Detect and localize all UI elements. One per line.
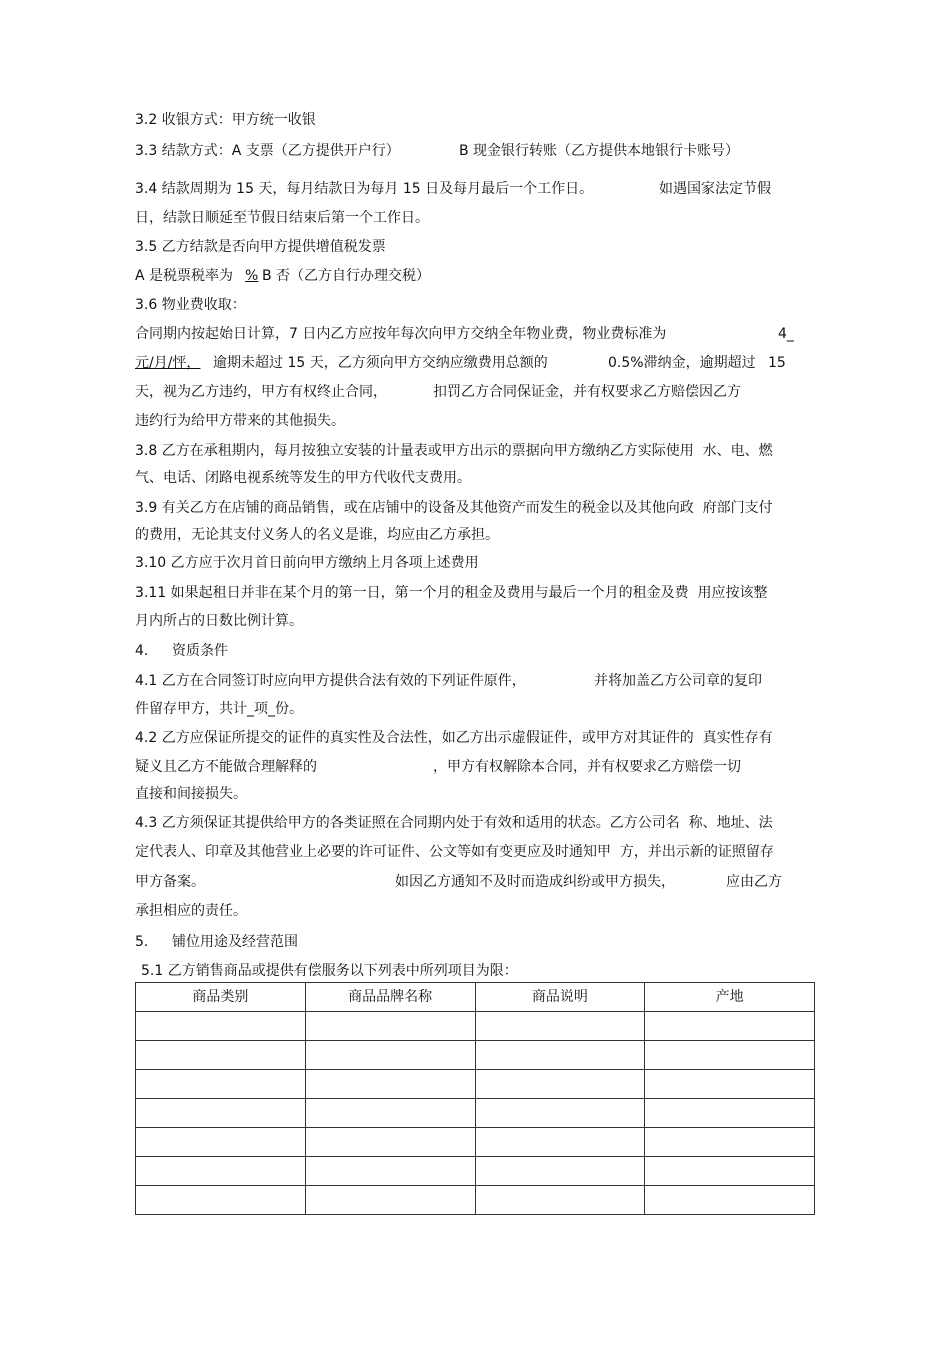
table-cell[interactable] [475,1012,645,1041]
table-cell[interactable] [475,1157,645,1186]
goods-table-body [136,1012,815,1215]
table-cell[interactable] [305,1041,475,1070]
clause-3-5-percent-blank: % [245,268,259,284]
table-header-row [136,983,815,1012]
table-cell[interactable] [305,1099,475,1128]
table-row [136,1128,815,1157]
table-cell[interactable] [645,1041,815,1070]
clause-5-1: 5.1 乙方销售商品或提供有偿服务以下列表中所列项目为限： [141,963,518,979]
clause-3-6-title: 3.6 物业费收取： [135,297,246,313]
clause-4-3-line-3: 甲方备案。 [135,874,205,890]
section-4-number: 4. [135,643,149,659]
clause-3-9-line-1: 3.9 有关乙方在店铺的商品销售，或在店铺中的设备及其他资产而发生的税金以及其他向政 府部门支付 [135,500,773,516]
clause-3-6-days: 15 [768,355,786,371]
table-cell[interactable] [475,1099,645,1128]
clause-4-1-line-2: 件留存甲方，共计_项_份。 [135,701,303,717]
clause-3-4-line-1-tail: 如遇国家法定节假 [659,181,771,197]
clause-3-6-line-3-tail: 扣罚乙方合同保证金，并有权要求乙方赔偿因乙方 [433,384,741,400]
table-cell[interactable] [475,1041,645,1070]
table-cell[interactable] [136,1186,306,1215]
section-4-title: 资质条件 [172,643,228,659]
table-cell[interactable] [136,1157,306,1186]
table-cell[interactable] [305,1157,475,1186]
table-cell[interactable] [136,1128,306,1157]
clause-3-11-line-1: 3.11 如果起租日并非在某个月的第一日，第一个月的租金及费用与最后一个月的租金及费 用应按该整 [135,585,768,601]
column-header-origin: 产地 [645,983,815,1012]
clause-4-2-line-3: 直接和间接损失。 [135,786,247,802]
clause-4-2-line-2-tail: ，甲方有权解除本合同，并有权要求乙方赔偿一切 [433,759,741,775]
table-cell[interactable] [136,1012,306,1041]
table-cell[interactable] [475,1186,645,1215]
table-cell[interactable] [136,1070,306,1099]
table-cell[interactable] [645,1070,815,1099]
table-cell[interactable] [305,1012,475,1041]
clause-3-11-line-2: 月内所占的日数比例计算。 [135,613,303,629]
table-cell[interactable] [475,1070,645,1099]
clause-3-2: 3.2 收银方式：甲方统一收银 [135,112,316,128]
table-row [136,1099,815,1128]
clause-3-6-late-fee: 0.5%滞纳金，逾期超过 [608,355,756,371]
clause-3-6-line-4: 违约行为给甲方带来的其他损失。 [135,413,345,429]
clause-4-1-line-1: 4.1 乙方在合同签订时应向甲方提供合法有效的下列证件原件， [135,673,526,689]
clause-3-6-line-2: 逾期未超过 15 天，乙方须向甲方交纳应缴费用总额的 [213,355,548,371]
table-cell[interactable] [645,1099,815,1128]
clause-3-3-option-b: B 现金银行转账（乙方提供本地银行卡账号） [459,143,740,159]
table-cell[interactable] [305,1186,475,1215]
clause-3-4-line-2: 日，结款日顺延至节假日结束后第一个工作日。 [135,210,429,226]
table-cell[interactable] [475,1128,645,1157]
table-cell[interactable] [645,1012,815,1041]
clause-4-3-line-4: 承担相应的责任。 [135,903,247,919]
table-row [136,1070,815,1099]
table-row [136,1186,815,1215]
clause-4-3-line-2: 定代表人、印章及其他营业上必要的许可证件、公文等如有变更应及时通知甲 方，并出示新的证照留存 [135,844,774,860]
column-header-brand: 商品品牌名称 [305,983,475,1012]
table-cell[interactable] [136,1041,306,1070]
clause-4-3-line-3-tail: 应由乙方 [726,874,782,890]
clause-3-8-line-2: 气、电话、闭路电视系统等发生的甲方代收代支费用。 [135,470,471,486]
clause-3-6-fee-unit: 元/月/怦， [135,355,201,371]
clause-3-3-option-a: 3.3 结款方式：A 支票（乙方提供开户行） [135,143,400,159]
clause-3-8-line-1: 3.8 乙方在承租期内，每月按独立安装的计量表或甲方出示的票据向甲方缴纳乙方实际使用 水、电、燃 [135,443,773,459]
table-row [136,1041,815,1070]
section-5-number: 5. [135,934,149,950]
clause-4-2-line-1: 4.2 乙方应保证所提交的证件的真实性及合法性，如乙方出示虚假证件，或甲方对其证件的 真实性存有 [135,730,773,746]
clause-3-10: 3.10 乙方应于次月首日前向甲方缴纳上月各项上述费用 [135,555,479,571]
column-header-description: 商品说明 [475,983,645,1012]
clause-4-3-line-1: 4.3 乙方须保证其提供给甲方的各类证照在合同期内处于有效和适用的状态。乙方公司名 称、地址、法 [135,815,773,831]
clause-3-5: 3.5 乙方结款是否向甲方提供增值税发票 [135,239,386,255]
table-cell[interactable] [645,1128,815,1157]
clause-3-5-option-b: B 否（乙方自行办理交税） [262,268,431,284]
table-cell[interactable] [645,1186,815,1215]
clause-3-6-line-1: 合同期内按起始日计算，7 日内乙方应按年每次向甲方交纳全年物业费，物业费标准为 [135,326,667,342]
clause-3-5-option-a: A 是税票税率为 [135,268,234,284]
clause-4-2-line-2: 疑义且乙方不能做合理解释的 [135,759,317,775]
table-cell[interactable] [645,1157,815,1186]
section-5-title: 铺位用途及经营范围 [172,934,298,950]
clause-4-3-line-3-middle: 如因乙方通知不及时而造成纠纷或甲方损失， [395,874,675,890]
clause-3-6-line-3: 天，视为乙方违约，甲方有权终止合同， [135,384,387,400]
table-row [136,1012,815,1041]
table-cell[interactable] [136,1099,306,1128]
table-cell[interactable] [305,1128,475,1157]
table-row [136,1157,815,1186]
goods-table [135,982,815,1215]
clause-3-9-line-2: 的费用，无论其支付义务人的名义是谁，均应由乙方承担。 [135,527,499,543]
clause-3-6-fee-value: 4_ [778,326,794,342]
clause-4-1-line-1-tail: 并将加盖乙方公司章的复印 [594,673,762,689]
column-header-category: 商品类别 [136,983,306,1012]
clause-3-4-line-1: 3.4 结款周期为 15 天，每月结款日为每月 15 日及每月最后一个工作日。 [135,181,594,197]
table-cell[interactable] [305,1070,475,1099]
